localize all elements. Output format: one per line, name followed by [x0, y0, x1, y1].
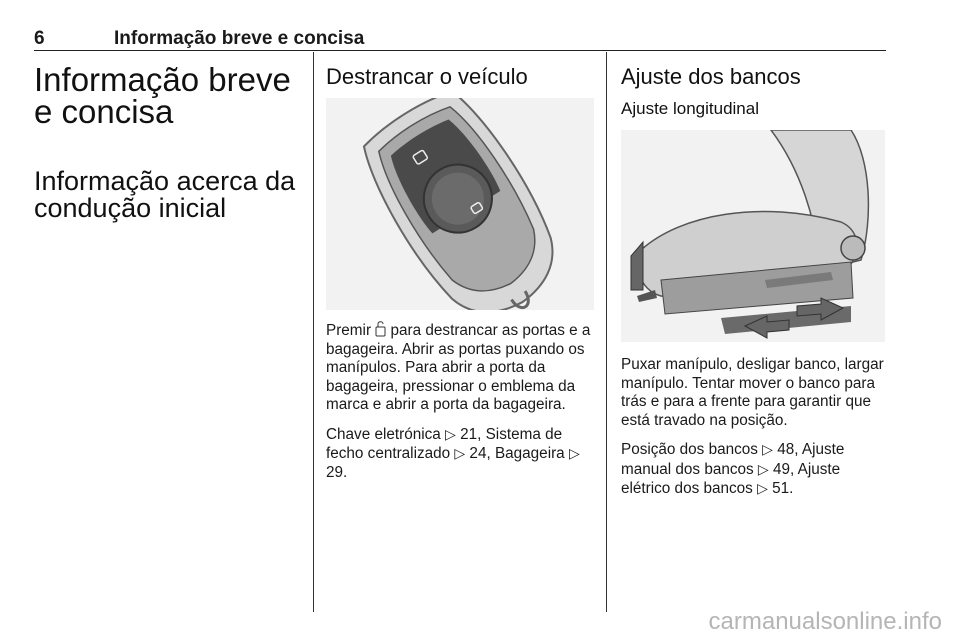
- page-header: [34, 28, 886, 51]
- column-2: [326, 64, 594, 492]
- reference-arrow-icon: ▷: [445, 425, 456, 442]
- unlock-heading: Destrancar o veículo: [326, 64, 528, 89]
- seat-references: Posição dos bancos ▷ 48, Ajuste manual dos bancos ▷ 49, Ajuste elétrico dos bancos ▷ 51.: [621, 441, 845, 497]
- unlock-icon: [375, 320, 386, 337]
- page-number: 6: [34, 28, 45, 49]
- seat-adjustment-icon: [621, 130, 885, 342]
- reference-arrow-icon: ▷: [454, 445, 466, 461]
- reference-arrow-icon: ▷: [757, 460, 769, 477]
- car-key-fob-icon: [326, 98, 594, 310]
- column-divider: [606, 52, 607, 612]
- column-1: [34, 61, 298, 223]
- reference-arrow-icon: ▷: [568, 445, 580, 461]
- seat-heading: Ajuste dos bancos: [621, 64, 801, 89]
- column-3: [621, 64, 889, 509]
- unlock-references: Chave eletrónica ▷ 21, Sistema de fecho centralizado ▷ 24, Bagageira ▷ 29.: [326, 425, 580, 481]
- section-subheading: Informação acerca da condução inicial: [34, 166, 296, 223]
- watermark: carmanualsonline.info: [708, 608, 942, 635]
- section-heading: Informação breve e concisa: [34, 61, 291, 130]
- seat-paragraph: Puxar manípulo, desligar banco, largar manípulo. Tentar mover o banco para trás e para a frente para garantir que está travado na posição.: [621, 356, 884, 429]
- reference-arrow-icon: ▷: [762, 441, 773, 457]
- reference-arrow-icon: ▷: [757, 480, 768, 496]
- unlock-paragraph: Premir para destrancar as portas e a bagageira. Abrir as portas puxando os manípulos. Para abrir a porta da bagageira, pressionar o emblema da marca e abrir a porta da bagageira.: [326, 322, 591, 413]
- seat-subheading: Ajuste longitudinal: [621, 99, 759, 118]
- column-divider: [313, 52, 314, 612]
- header-title: Informação breve e concisa: [114, 28, 365, 49]
